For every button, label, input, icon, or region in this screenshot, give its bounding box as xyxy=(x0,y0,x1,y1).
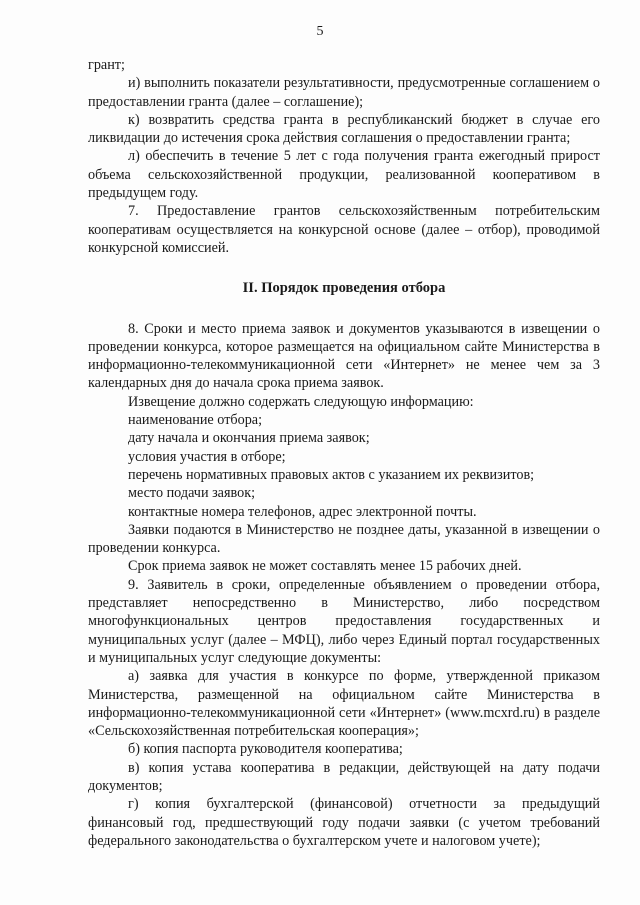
paragraph: и) выполнить показатели результативности, предусмотренные соглашением о предоставлении гранта (далее – соглашение); xyxy=(88,75,600,110)
list-item: перечень нормативных правовых актов с указанием их реквизитов; xyxy=(128,466,535,483)
paragraph: к) возвратить средства гранта в республиканский бюджет в случае его ликвидации до истечения срока действия соглашения о предоставлении гранта; xyxy=(88,111,600,147)
paragraph: Заявки подаются в Министерство не позднее даты, указанной в извещении о проведении конкурса. xyxy=(88,521,600,557)
list-intro: Извещение должно содержать следующую информацию: xyxy=(128,393,474,410)
paragraph: в) копия устава кооператива в редакции, действующей на дату подачи документов; xyxy=(88,759,600,794)
paragraph: л) обеспечить в течение 5 лет с года получения гранта ежегодный прирост объема сельскохозяйственной продукции, реализованной кооперативом в предыдущем году. xyxy=(88,148,600,202)
list-item: условия участия в отборе; xyxy=(128,448,286,465)
paragraph: а) заявка для участия в конкурсе по форме, утвержденной приказом Министерства, размещенной на официальном сайте Министерства в информационно-телекоммуникационной сети «Интернет» (www.mcxrd.ru) в разделе «Сельскохозяйственная потребительская кооперация»; xyxy=(88,668,600,740)
paragraph: 8. Сроки и место приема заявок и документов указываются в извещении о проведении конкурса, которое размещается на официальном сайте Министерства в информационно-телекоммуникационной сети «Интернет» не менее чем за 3 календарных дня до начала срока приема заявок. xyxy=(88,320,600,392)
list-item: дату начала и окончания приема заявок; xyxy=(128,430,370,447)
paragraph: грант; xyxy=(88,57,125,73)
paragraph: б) копия паспорта руководителя кооператива; xyxy=(128,741,403,758)
list-item: контактные номера телефонов, адрес электронной почты. xyxy=(128,503,477,520)
paragraph: Срок приема заявок не может составлять менее 15 рабочих дней. xyxy=(128,558,522,575)
paragraph: 9. Заявитель в сроки, определенные объявлением о проведении отбора, представляет непосредственно в Министерство, либо посредством многофункциональных центров предоставления государственных и муниципальных услуг (далее – МФЦ), либо через Единый портал государственных и муниципальных услуг следующие документы: xyxy=(88,576,600,666)
page-number: 5 xyxy=(316,24,324,39)
paragraph: г) копия бухгалтерской (финансовой) отчетности за предыдущий финансовый год, предшествующий году подачи заявки (с учетом требований федерального законодательства о бухгалтерском учете и налоговом учете); xyxy=(88,796,600,849)
document-body xyxy=(88,56,600,850)
section-title: II. Порядок проведения отбора xyxy=(242,280,446,297)
list-item: наименование отбора; xyxy=(128,412,263,429)
paragraph: 7. Предоставление грантов сельскохозяйственным потребительским кооперативам осуществляется на конкурсной основе (далее – отбор), проводимой конкурсной комиссией. xyxy=(88,203,600,256)
list-item: место подачи заявок; xyxy=(128,485,256,502)
